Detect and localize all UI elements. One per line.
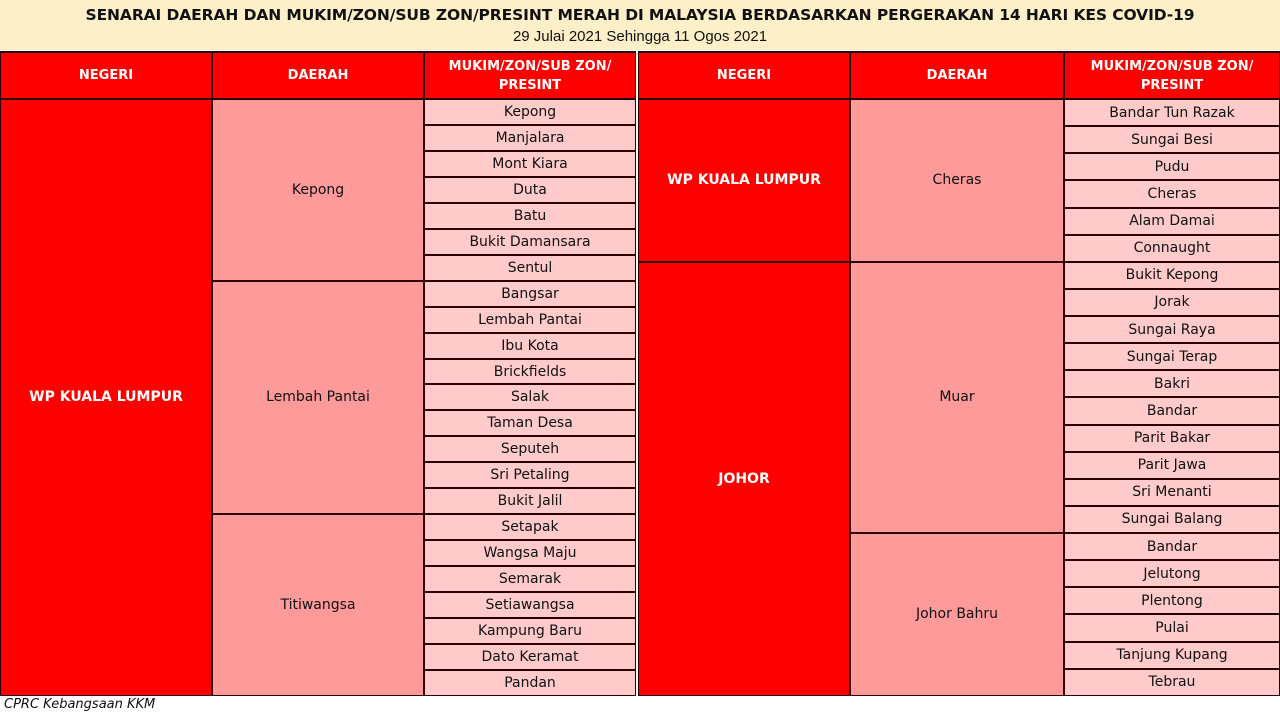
mukim-cell: Bukit Kepong: [1064, 262, 1280, 289]
column-header-daerah: DAERAH: [212, 52, 424, 99]
column-header-mukim: MUKIM/ZON/SUB ZON/ PRESINT: [424, 52, 636, 99]
source-footer: CPRC Kebangsaan KKM: [4, 697, 156, 712]
mukim-cell: Brickfields: [424, 359, 636, 385]
state-cell: WP KUALA LUMPUR: [638, 99, 850, 262]
mukim-cell: Ibu Kota: [424, 333, 636, 359]
mukim-cell: Alam Damai: [1064, 208, 1280, 235]
mukim-cell: Mont Kiara: [424, 151, 636, 177]
district-cell: Cheras: [850, 99, 1064, 262]
mukim-cell: Bandar: [1064, 397, 1280, 424]
mukim-cell: Sungai Balang: [1064, 506, 1280, 533]
mukim-cell: Batu: [424, 203, 636, 229]
mukim-cell: Lembah Pantai: [424, 307, 636, 333]
mukim-cell: Manjalara: [424, 125, 636, 151]
mukim-cell: Taman Desa: [424, 410, 636, 436]
mukim-cell: Bandar: [1064, 533, 1280, 560]
left-table: [0, 51, 636, 696]
mukim-cell: Parit Jawa: [1064, 452, 1280, 479]
mukim-cell: Jorak: [1064, 289, 1280, 316]
mukim-cell: Bandar Tun Razak: [1064, 99, 1280, 126]
mukim-cell: Bangsar: [424, 281, 636, 307]
district-cell: Johor Bahru: [850, 533, 1064, 696]
mukim-cell: Cheras: [1064, 180, 1280, 207]
mukim-cell: Seputeh: [424, 436, 636, 462]
column-header-negeri: NEGERI: [0, 52, 212, 99]
mukim-cell: Sungai Besi: [1064, 126, 1280, 153]
state-cell: JOHOR: [638, 262, 850, 696]
mukim-cell: Duta: [424, 177, 636, 203]
mukim-cell: Salak: [424, 384, 636, 410]
page-title: SENARAI DAERAH DAN MUKIM/ZON/SUB ZON/PRESINT MERAH DI MALAYSIA BERDASARKAN PERGERAKAN 14 HARI KES COVID-19: [85, 6, 1195, 24]
mukim-cell: Sentul: [424, 255, 636, 281]
district-cell: Muar: [850, 262, 1064, 533]
mukim-cell: Dato Keramat: [424, 644, 636, 670]
mukim-cell: Sungai Raya: [1064, 316, 1280, 343]
district-cell: Titiwangsa: [212, 514, 424, 696]
column-header-negeri: NEGERI: [638, 52, 850, 99]
mukim-cell: Plentong: [1064, 587, 1280, 614]
district-cell: Kepong: [212, 99, 424, 281]
mukim-cell: Kepong: [424, 99, 636, 125]
column-header-daerah: DAERAH: [850, 52, 1064, 99]
mukim-cell: Setiawangsa: [424, 592, 636, 618]
mukim-cell: Sri Menanti: [1064, 479, 1280, 506]
mukim-cell: Bukit Damansara: [424, 229, 636, 255]
report-header: [0, 0, 1280, 50]
mukim-cell: Tebrau: [1064, 669, 1280, 696]
mukim-cell: Tanjung Kupang: [1064, 642, 1280, 669]
district-cell: Lembah Pantai: [212, 281, 424, 515]
column-header-mukim: MUKIM/ZON/SUB ZON/ PRESINT: [1064, 52, 1280, 99]
right-table: [638, 51, 1280, 696]
mukim-cell: Pandan: [424, 670, 636, 696]
date-range: 29 Julai 2021 Sehingga 11 Ogos 2021: [512, 28, 768, 45]
mukim-cell: Parit Bakar: [1064, 425, 1280, 452]
mukim-cell: Wangsa Maju: [424, 540, 636, 566]
mukim-cell: Sri Petaling: [424, 462, 636, 488]
mukim-cell: Sungai Terap: [1064, 343, 1280, 370]
mukim-cell: Pulai: [1064, 614, 1280, 641]
mukim-cell: Jelutong: [1064, 560, 1280, 587]
state-cell: WP KUALA LUMPUR: [0, 99, 212, 696]
mukim-cell: Bakri: [1064, 370, 1280, 397]
mukim-cell: Kampung Baru: [424, 618, 636, 644]
mukim-cell: Bukit Jalil: [424, 488, 636, 514]
mukim-cell: Connaught: [1064, 235, 1280, 262]
mukim-cell: Pudu: [1064, 153, 1280, 180]
mukim-cell: Setapak: [424, 514, 636, 540]
mukim-cell: Semarak: [424, 566, 636, 592]
